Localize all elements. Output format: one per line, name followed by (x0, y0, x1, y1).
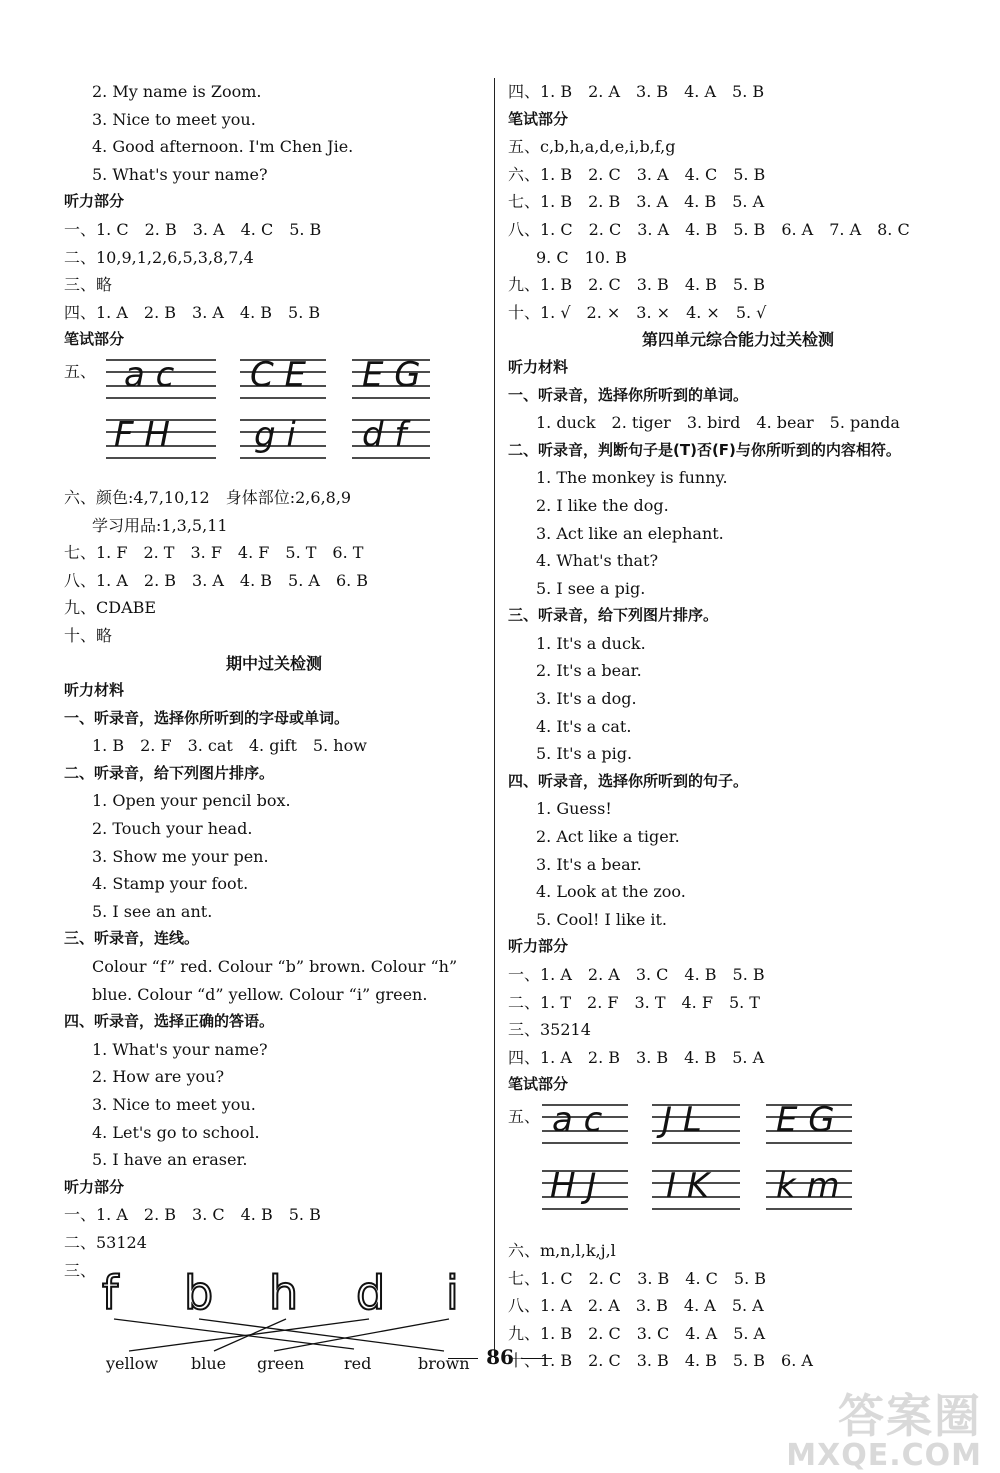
page-number (0, 1345, 1000, 1369)
answer-line: 十、1. √ 2. × 3. × 4. × 5. √ (508, 302, 767, 322)
list-item: 1. It's a duck. (536, 633, 646, 653)
section-title-midterm: 期中过关检测 (225, 653, 322, 673)
page-number-dash (522, 1358, 552, 1359)
answer-line: 六、m,n,l,k,j,l (508, 1240, 616, 1260)
answer-line: 四、1. A 2. B 3. A 4. B 5. B (64, 302, 321, 322)
list-item: 2. I like the dog. (536, 495, 669, 515)
answer-line: 四、1. A 2. B 3. B 4. B 5. A (508, 1047, 765, 1067)
list-item: 2. Touch your head. (92, 819, 253, 839)
handwriting-text: E G (776, 1099, 835, 1140)
text-line: 2. My name is Zoom. (92, 82, 262, 101)
handwriting-grid (100, 354, 430, 482)
answer-line: 三、35214 (508, 1020, 591, 1040)
list-item: 1. What's your name? (92, 1039, 268, 1059)
list-item: 1. Guess! (536, 799, 612, 819)
answer-line: 七、1. B 2. B 3. A 4. B 5. A (508, 192, 765, 212)
column-divider (494, 78, 495, 1358)
list-item: 5. I see a pig. (536, 578, 646, 598)
answer-line: 六、颜色:4,7,10,12 身体部位:2,6,8,9 (64, 487, 352, 507)
page-number-dash (448, 1358, 478, 1359)
answer-line: 七、1. C 2. C 3. B 4. C 5. B (508, 1268, 767, 1288)
matching-letter: f (102, 1265, 119, 1320)
section-heading-material: 听力材料 (64, 681, 125, 700)
section-heading-written: 笔试部分 (508, 1075, 569, 1094)
answer-line: 六、1. B 2. C 3. A 4. C 5. B (508, 164, 766, 184)
handwriting-text: H J (550, 1165, 597, 1206)
answer-line: 七、1. F 2. T 3. F 4. F 5. T 6. T (64, 543, 364, 563)
answer-line: 一、1. A 2. A 3. C 4. B 5. B (508, 965, 765, 984)
colour-word: brown (418, 1353, 470, 1373)
text-line: 5. What's your name? (92, 164, 268, 184)
answer-line: 一、1. A 2. B 3. C 4. B 5. B (64, 1205, 321, 1225)
matching-letter: b (184, 1265, 214, 1320)
watermark-url: MXQE.COM (786, 1438, 982, 1473)
text-line: blue. Colour “d” yellow. Colour “i” green. (92, 984, 428, 1004)
answer-line: 9. C 10. B (536, 247, 627, 267)
handwriting-text: F H (114, 414, 170, 455)
page-number-text: 86 (486, 1345, 514, 1369)
section-title-unit4: 第四单元综合能力过关检测 (641, 330, 834, 350)
answer-line: 二、10,9,1,2,6,5,3,8,7,4 (64, 247, 254, 267)
watermark-logo-text: 答案圈 (838, 1389, 982, 1443)
answer-line: 八、1. C 2. C 3. A 4. B 5. B 6. A 7. A 8. C (508, 219, 910, 239)
handwriting-text: C E (250, 354, 307, 395)
list-item: 3. Nice to meet you. (92, 1095, 256, 1114)
matching-letter: i (446, 1265, 459, 1320)
section-heading-listening: 听力部分 (508, 937, 569, 956)
question-heading: 四、听录音，选择正确的答语。 (64, 1012, 275, 1031)
answer-line: 三、略 (64, 275, 113, 295)
left-column (64, 78, 484, 1387)
question-heading: 三、听录音，连线。 (64, 929, 200, 948)
watermark (786, 1380, 982, 1473)
list-item: 1. Open your pencil box. (92, 791, 291, 811)
answer-line: 五、c,b,h,a,d,e,i,b,f,g (508, 137, 676, 157)
handwriting-text: d f (362, 414, 407, 455)
list-item: 5. I see an ant. (92, 901, 213, 921)
list-item: 1. The monkey is funny. (536, 468, 728, 488)
handwriting-text: a c (124, 354, 175, 395)
answer-line: 九、CDABE (64, 598, 157, 618)
handwriting-text: E G (362, 354, 421, 395)
right-column (508, 78, 968, 1375)
answer-line: 1. duck 2. tiger 3. bird 4. bear 5. panda (536, 413, 900, 433)
section-heading-material: 听力材料 (508, 357, 569, 376)
answer-line: 九、1. B 2. C 3. C 4. A 5. A (508, 1323, 766, 1343)
list-item: 2. How are you? (92, 1067, 225, 1087)
question-label: 五、 (64, 361, 97, 381)
answer-line: 1. B 2. F 3. cat 4. gift 5. how (92, 736, 367, 756)
question-heading: 三、听录音，给下列图片排序。 (508, 606, 719, 625)
section-heading-listening: 听力部分 (64, 1177, 125, 1196)
handwriting-grid-section (508, 1099, 968, 1237)
text-line: 3. Nice to meet you. (92, 109, 256, 129)
section-heading-written: 笔试部分 (508, 109, 569, 128)
matching-letter: h (269, 1265, 299, 1320)
answer-line: 学习用品:1,3,5,11 (92, 515, 228, 535)
answer-line: 一、1. C 2. B 3. A 4. C 5. B (64, 219, 322, 239)
text-line: Colour “f” red. Colour “b” brown. Colour “h” (92, 957, 458, 977)
list-item: 4. It's a cat. (536, 716, 632, 736)
colour-word: red (344, 1353, 372, 1373)
list-item: 4. What's that? (536, 551, 659, 571)
section-heading-listening: 听力部分 (64, 192, 125, 211)
list-item: 3. Act like an elephant. (536, 523, 724, 543)
list-item: 4. Let's go to school. (92, 1122, 260, 1142)
handwriting-text: a c (552, 1099, 603, 1140)
list-item: 3. It's a bear. (536, 854, 642, 874)
answer-line: 八、1. A 2. B 3. A 4. B 5. A 6. B (64, 570, 369, 590)
question-heading: 四、听录音，选择你所听到的句子。 (508, 771, 749, 790)
answer-line: 十、1. B 2. C 3. B 4. B 5. B 6. A (508, 1351, 813, 1371)
list-item: 2. It's a bear. (536, 661, 642, 681)
list-item: 5. It's a pig. (536, 744, 633, 764)
colour-word: blue (191, 1353, 227, 1373)
handwriting-grid-section (64, 354, 484, 484)
question-heading: 一、听录音，选择你所听到的单词。 (508, 385, 749, 404)
list-item: 4. Stamp your foot. (92, 874, 249, 894)
answer-line: 四、1. B 2. A 3. B 4. A 5. B (508, 82, 765, 101)
list-item: 3. Show me your pen. (92, 846, 269, 866)
answer-line: 二、53124 (64, 1232, 147, 1252)
answer-line: 二、1. T 2. F 3. T 4. F 5. T (508, 992, 760, 1012)
list-item: 5. Cool! I like it. (536, 909, 668, 929)
list-item: 3. It's a dog. (536, 689, 637, 709)
handwriting-text: I K (666, 1165, 710, 1206)
answer-line: 九、1. B 2. C 3. B 4. B 5. B (508, 275, 766, 295)
question-heading: 二、听录音，给下列图片排序。 (64, 763, 275, 782)
question-label: 三、 (64, 1260, 97, 1280)
list-item: 2. Act like a tiger. (536, 827, 680, 847)
list-item: 4. Look at the zoo. (536, 882, 686, 902)
answer-line: 十、略 (64, 625, 113, 645)
handwriting-text: k m (776, 1165, 840, 1206)
text-line: 4. Good afternoon. I'm Chen Jie. (92, 137, 354, 157)
question-heading: 一、听录音，选择你所听到的字母或单词。 (64, 708, 350, 727)
answer-line: 八、1. A 2. A 3. B 4. A 5. A (508, 1296, 764, 1316)
list-item: 5. I have an eraser. (92, 1150, 248, 1170)
question-label: 五、 (508, 1106, 541, 1126)
handwriting-grid (536, 1099, 866, 1233)
colour-word: yellow (106, 1353, 159, 1373)
section-heading-written: 笔试部分 (64, 330, 125, 349)
matching-letter: d (356, 1265, 386, 1320)
handwriting-text: g i (254, 414, 296, 455)
handwriting-text: J L (662, 1099, 702, 1140)
question-heading: 二、听录音，判断句子是(T)否(F)与你所听到的内容相符。 (508, 440, 901, 459)
colour-word: green (257, 1353, 305, 1373)
